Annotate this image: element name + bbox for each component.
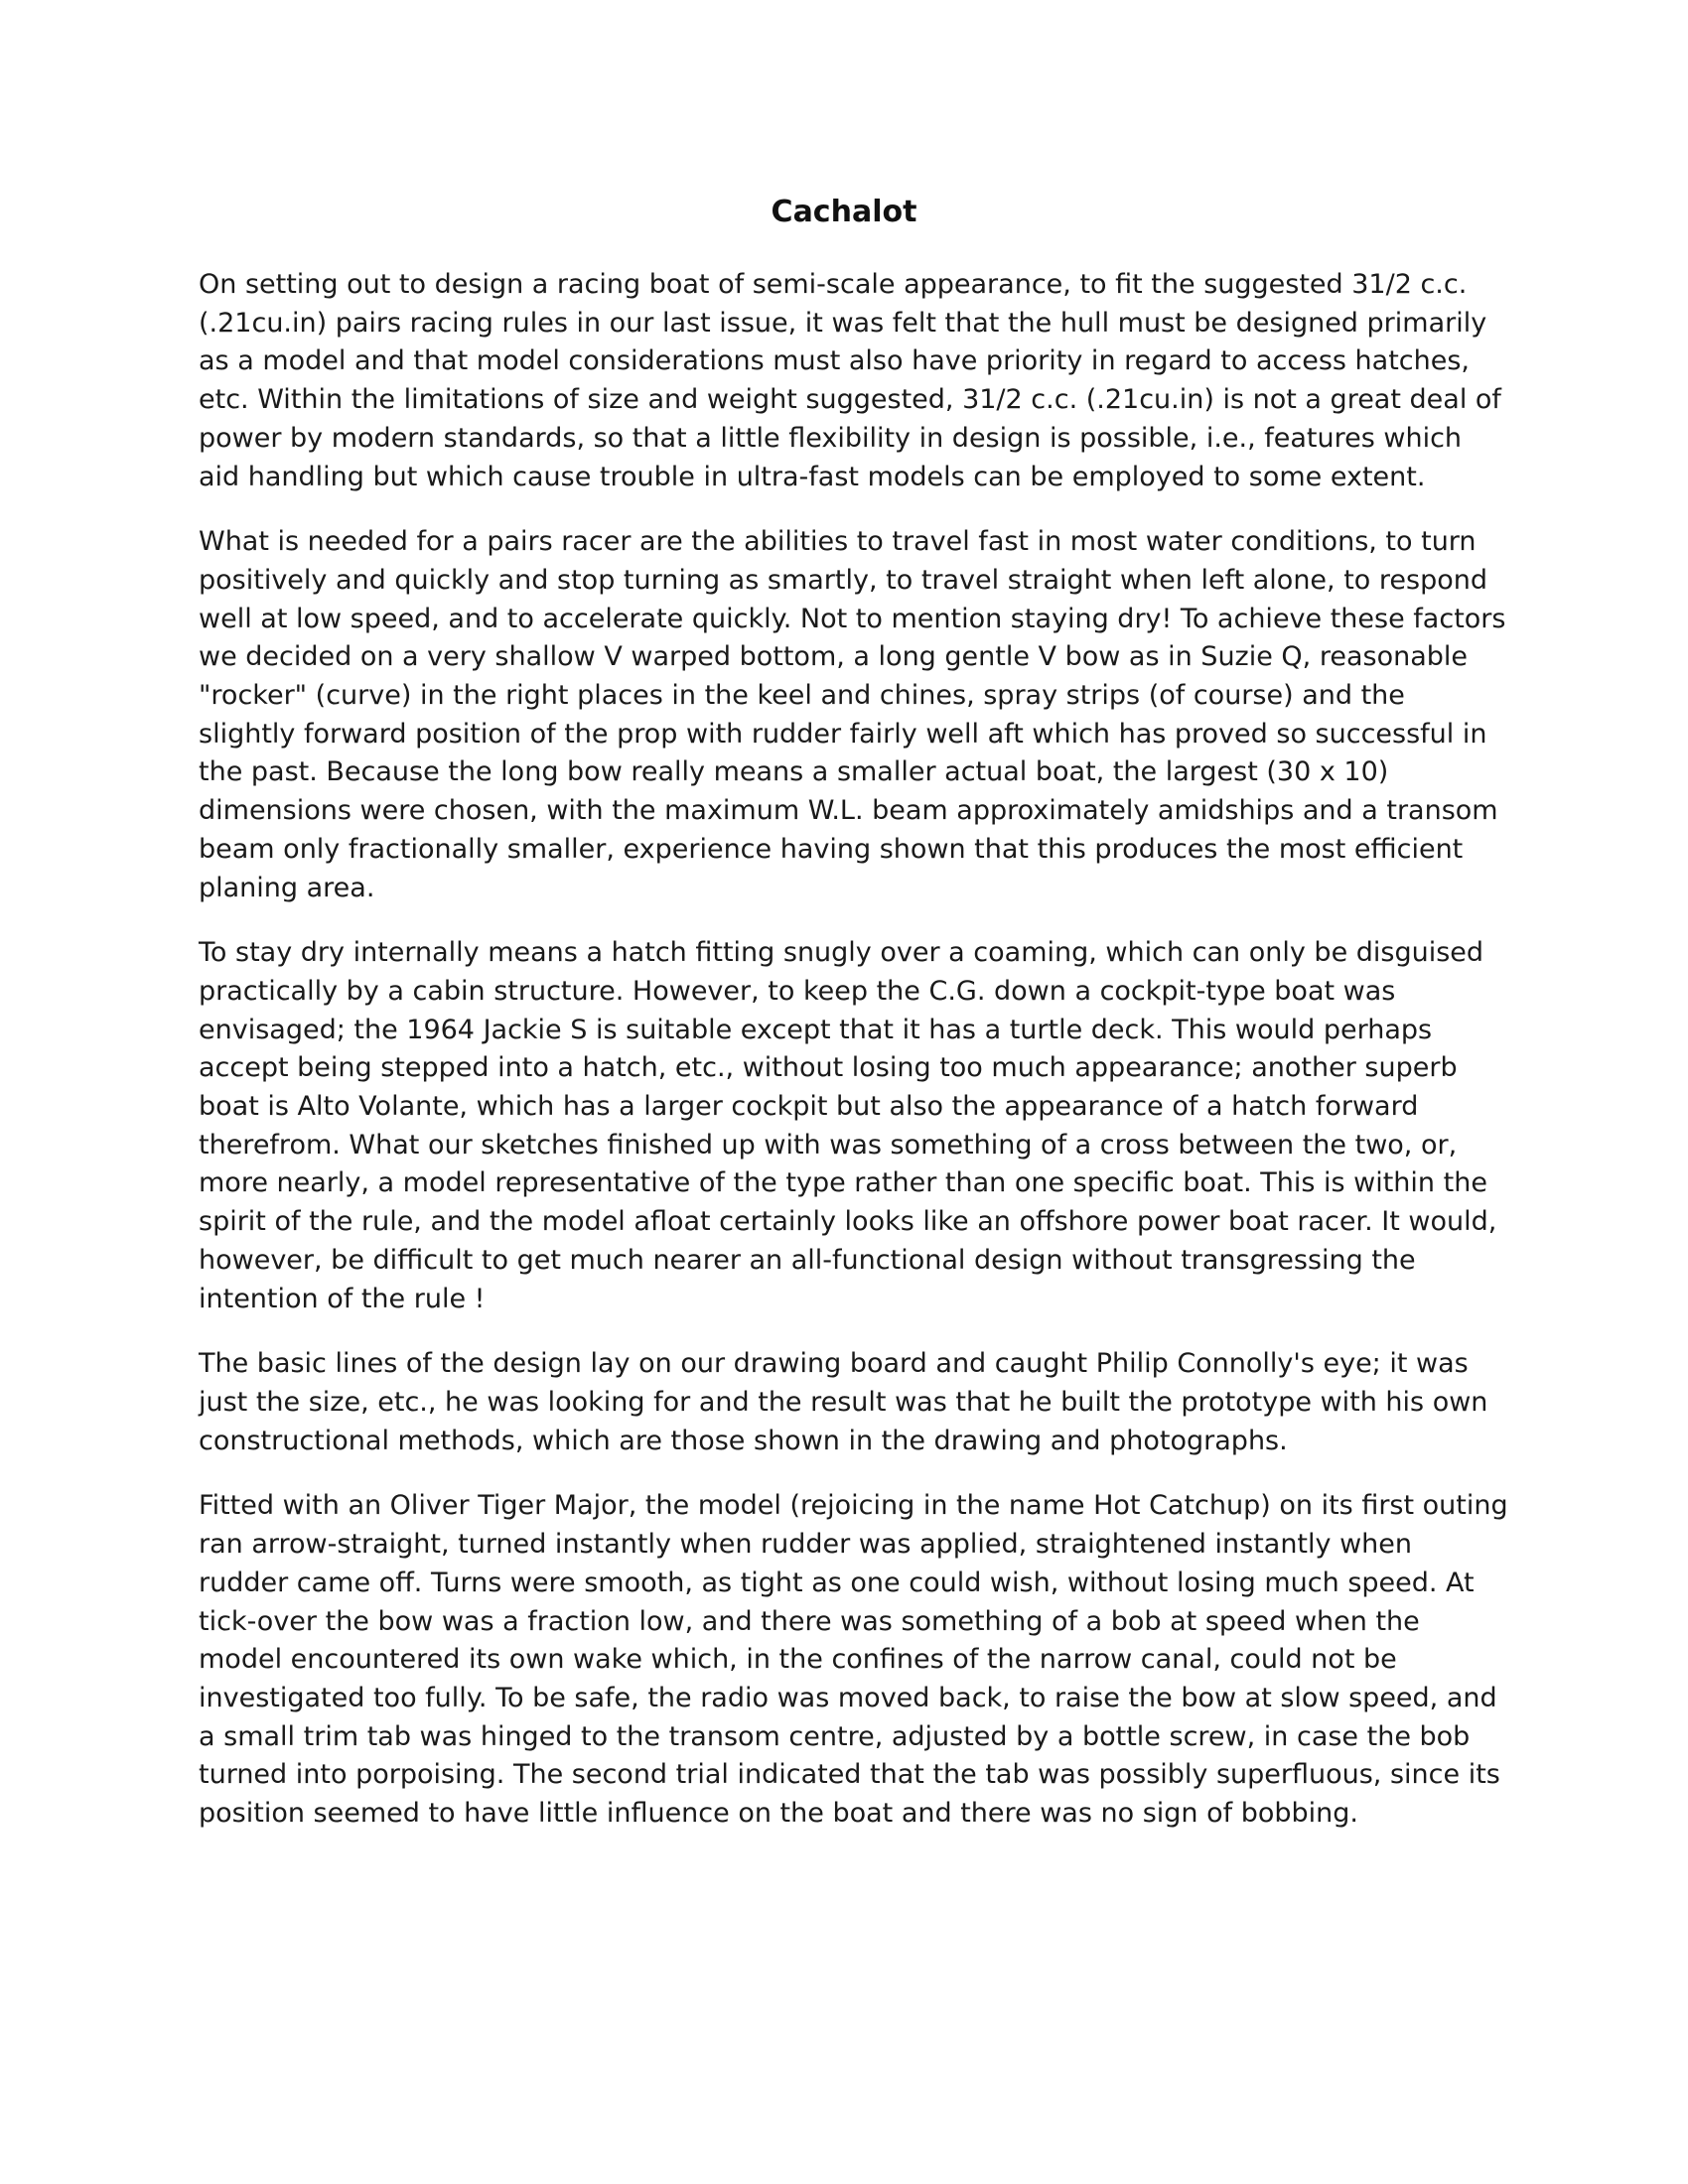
paragraph-1: On setting out to design a racing boat of semi-scale appearance, to fit the suggested 31/2 c.c. (.21cu.in) pairs racing rules in our last issue, it was felt that the hull must be designed primarily as a model and that model considerations must also have priority in regard to access hatches, etc. Within the limitations of size and weight suggested, 31/2 c.c. (.21cu.in) is not a great deal of power by modern standards, so that a little flexibility in design is possible, i.e., features which aid handling but which cause trouble in ultra-fast models can be employed to some extent. [199, 269, 1501, 492]
document-body [199, 266, 1509, 1860]
paragraph-4: The basic lines of the design lay on our drawing board and caught Philip Connolly's eye; it was just the size, etc., he was looking for and the result was that he built the prototype with his own constructional methods, which are those shown in the drawing and photographs. [199, 1348, 1488, 1456]
paragraph-2: What is needed for a pairs racer are the abilities to travel fast in most water conditions, to turn positively and quickly and stop turning as smartly, to travel straight when left alone, to respond well at low speed, and to accelerate quickly. Not to mention staying dry! To achieve these factors we decided on a very shallow V warped bottom, a long gentle V bow as in Suzie Q, reasonable "rocker" (curve) in the right places in the keel and chines, spray strips (of course) and the slightly forward position of the prop with rudder fairly well aft which has proved so successful in the past. Because the long bow really means a smaller actual boat, the largest (30 x 10) dimensions were chosen, with the maximum W.L. beam approximately amidships and a transom beam only fractionally smaller, experience having shown that this produces the most efficient planing area. [199, 526, 1506, 903]
document-title: Cachalot [771, 195, 917, 229]
paragraph-5: Fitted with an Oliver Tiger Major, the model (rejoicing in the name Hot Catchup) on its first outing ran arrow-straight, turned instantly when rudder was applied, straightened instantly when rudder came off. Turns were smooth, as tight as one could wish, without losing much speed. At tick-over the bow was a fraction low, and there was something of a bob at speed when the model encountered its own wake which, in the confines of the narrow canal, could not be investigated too fully. To be safe, the radio was moved back, to raise the bow at slow speed, and a small trim tab was hinged to the transom centre, adjusted by a bottle screw, in case the bob turned into porpoising. The second trial indicated that the tab was possibly superfluous, since its position seemed to have little influence on the boat and there was no sign of bobbing. [199, 1490, 1508, 1830]
paragraph-3: To stay dry internally means a hatch fitting snugly over a coaming, which can only be disguised practically by a cabin structure. However, to keep the C.G. down a cockpit-type boat was envisaged; the 1964 Jackie S is suitable except that it has a turtle deck. This would perhaps accept being stepped into a hatch, etc., without losing too much appearance; another superb boat is Alto Volante, which has a larger cockpit but also the appearance of a hatch forward therefrom. What our sketches finished up with was something of a cross between the two, or, more nearly, a model representative of the type rather than one specific boat. This is within the spirit of the rule, and the model afloat certainly looks like an offshore power boat racer. It would, however, be difficult to get much nearer an all-functional design without transgressing the intention of the rule ! [199, 937, 1497, 1314]
